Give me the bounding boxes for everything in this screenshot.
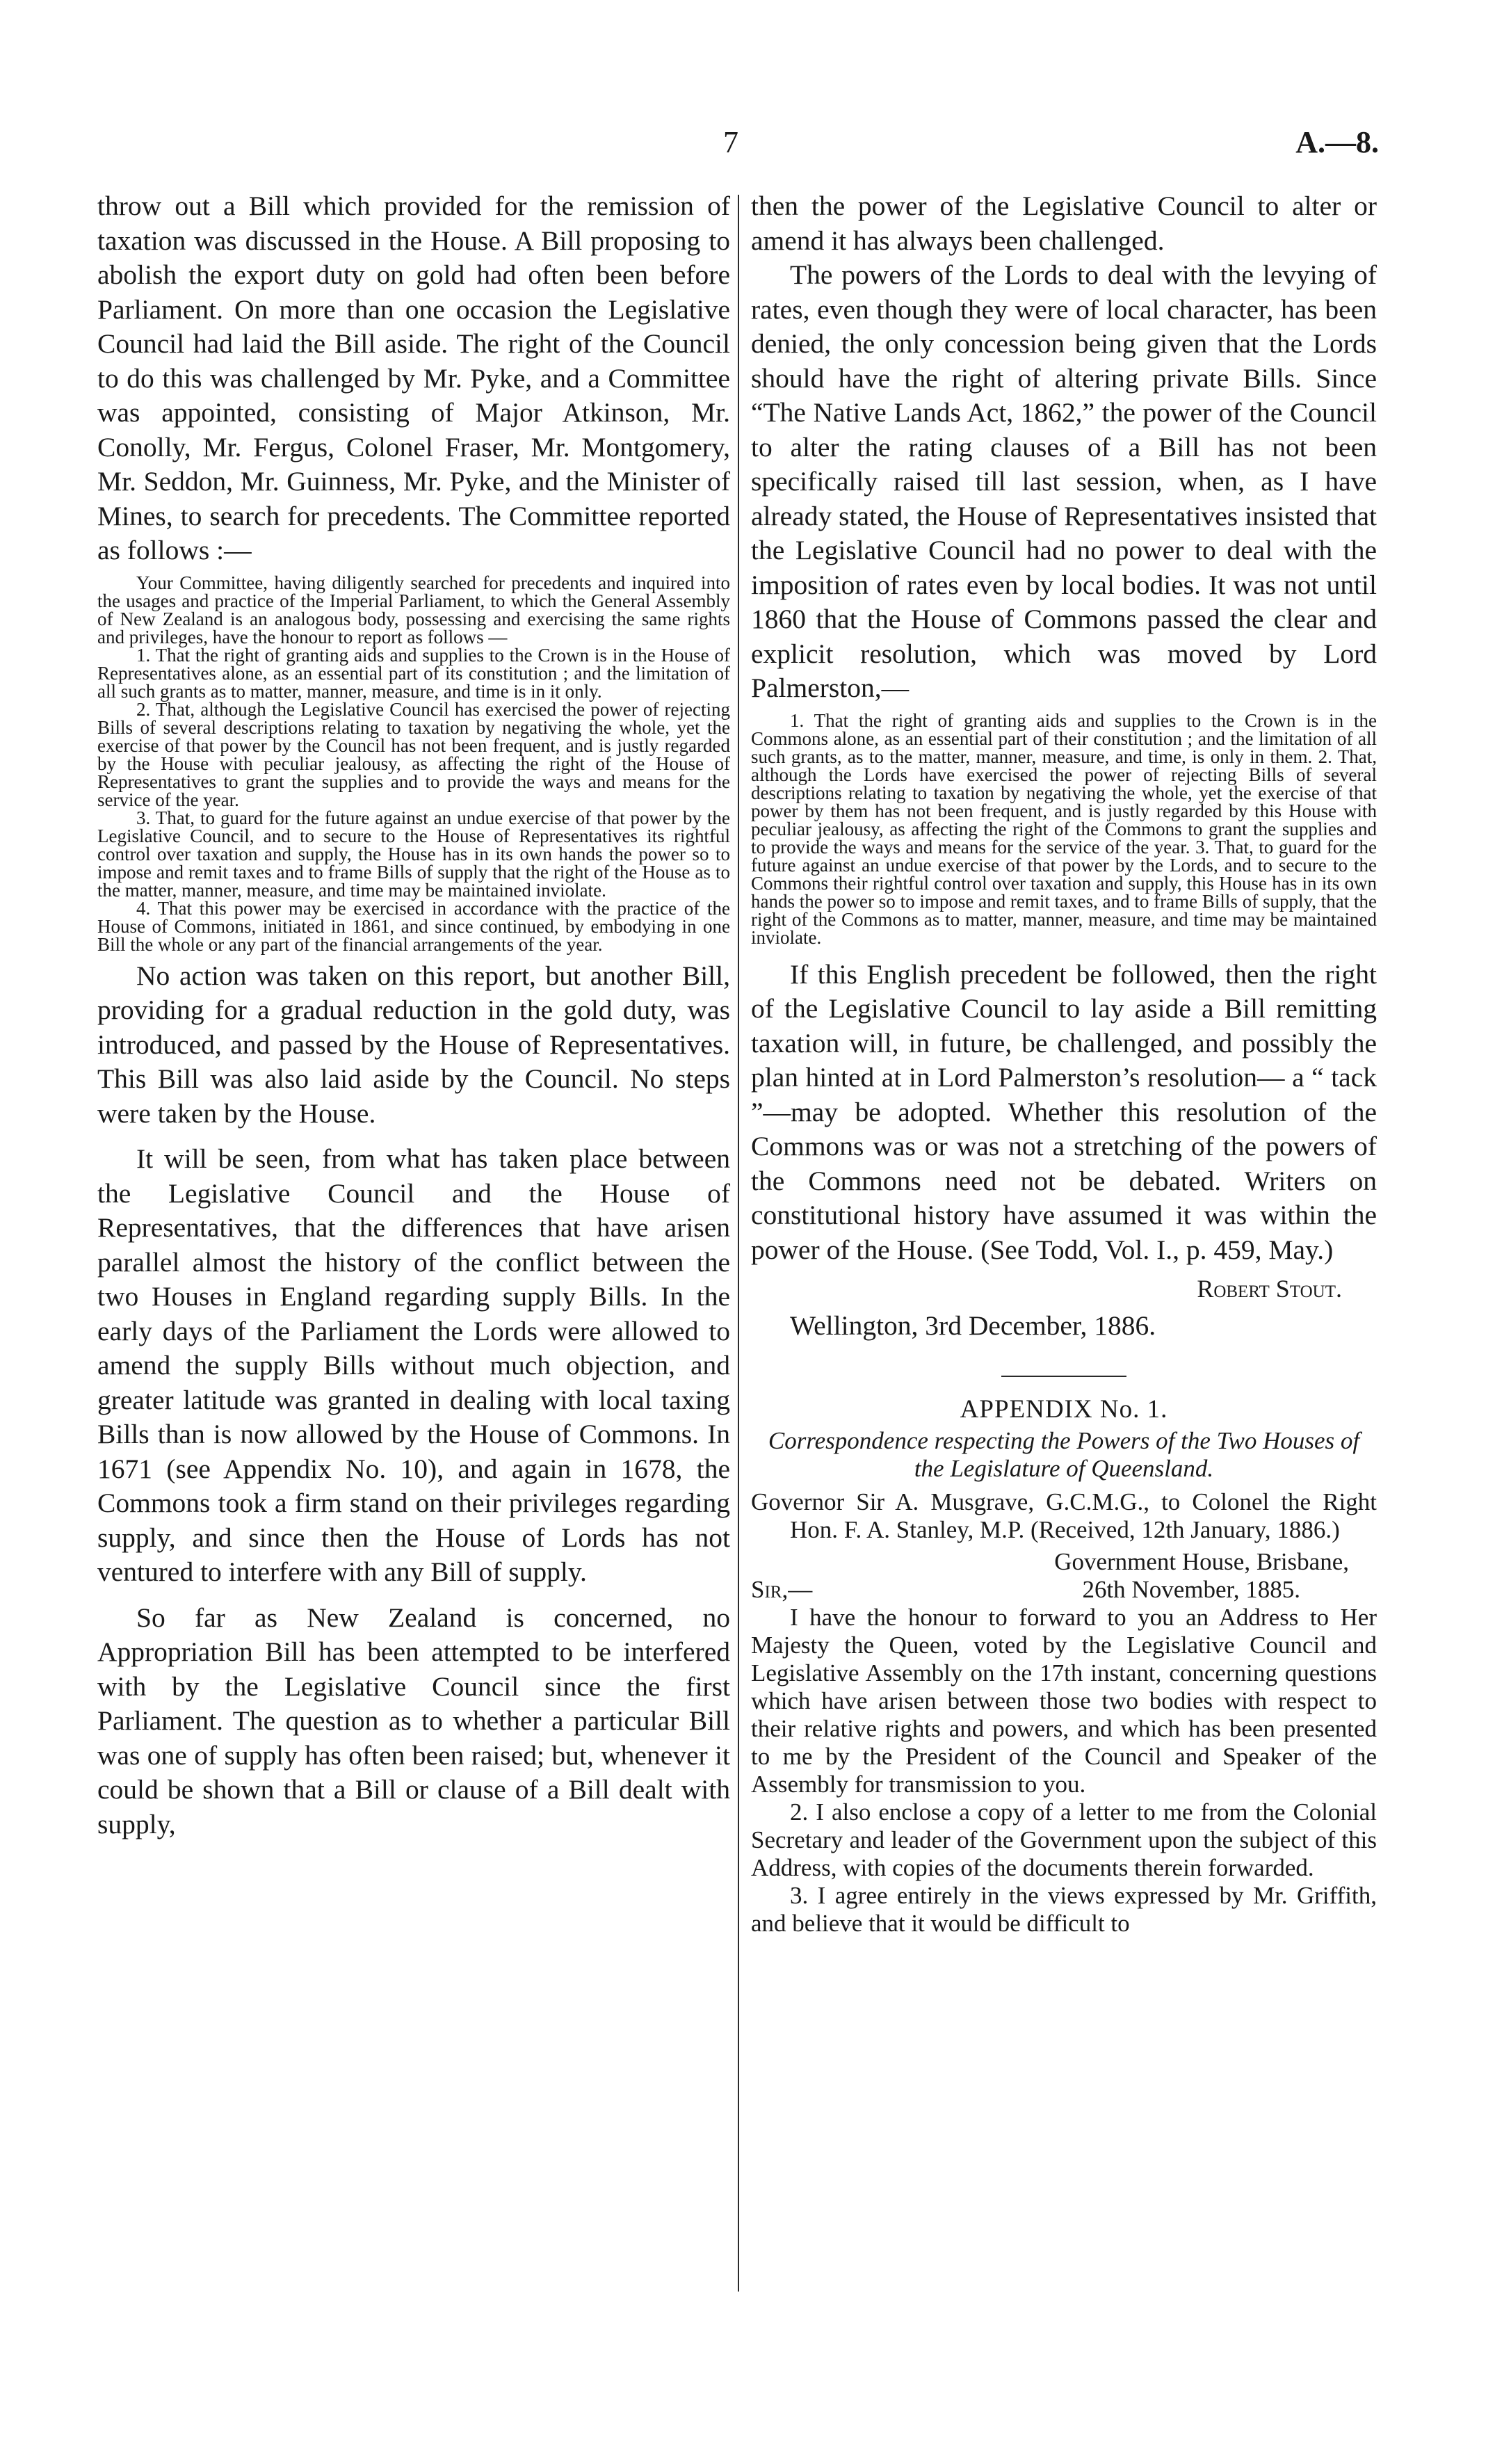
right-column: [751, 189, 1377, 1938]
letter-header: Governor Sir A. Musgrave, G.C.M.G., to Colonel the Right Hon. F. A. Stanley, M.P. (Received, 12th January, 1886.): [751, 1488, 1377, 1543]
paragraph: then the power of the Legislative Council to alter or amend it has always been challenged.: [751, 191, 1377, 256]
palmerston-resolution: 1. That the right of granting aids and supplies to the Crown is in the Commons alone, as an essential part of their constitution ; and the limitation of all such grants, as to the matter, manner, measure, and time, is only in them. 2. That, although the Lords have exercised the power of rejecting Bills of several descriptions relating to taxation by negativing the whole, yet the exercise of that power by them has not been frequent, and is justly regarded by this House with peculiar jealousy, as affecting the right of the Commons to grant the supplies and to provide the ways and means for the service of the year. 3. That, to guard for the future against an undue exercise of that power by the Lords, and to secure to the Commons their rightful control over taxation and supply, this House has in its own hands the power so to impose and remit taxes, and to frame Bills of supply, that the right of the Commons as to matter, manner, measure, and time may be maintained inviolate.: [751, 709, 1377, 948]
left-column: [97, 189, 730, 1842]
appendix-heading: APPENDIX No. 1.: [960, 1394, 1168, 1424]
appendix-subtitle: Correspondence respecting the Powers of the Two Houses of the Legislature of Queensland.: [768, 1426, 1360, 1482]
document-reference: A.—8.: [1295, 125, 1379, 159]
letter-paragraph: I have the honour to forward to you an Address to Her Majesty the Queen, voted by the Legislative Council and Legislative Assembly on the 17th instant, concerning questions which have arisen between those two bodies with respect to their relative rights and powers, and which has been presented to me by the President of the Council and Speaker of the Assembly for transmission to you.: [751, 1603, 1377, 1798]
salutation: Sir,—: [751, 1575, 813, 1603]
letter-date: 26th November, 1885.: [1082, 1575, 1300, 1603]
dateline: Wellington, 3rd December, 1886.: [790, 1310, 1156, 1341]
letter-paragraph: 2. I also enclose a copy of a letter to me from the Colonial Secretary and leader of the Government upon the subject of this Address, with copies of the documents therein forwarded.: [751, 1798, 1377, 1881]
salutation-row: [751, 1576, 1377, 1604]
paragraph: It will be seen, from what has taken place between the Legislative Council and the House of Representatives, that the differences that have arisen parallel almost the history of the conflict between the two Houses in England regarding supply Bills. In the early days of the Parliament the Lords were allowed to amend the supply Bills without much objection, and greater latitude was granted in dealing with local taxing Bills than is now allowed by the House of Commons. In 1671 (see Appendix No. 10), and again in 1678, the Commons took a firm stand on their privileges regarding supply, and since then the House of Lords has not ventured to interfere with any Bill of supply.: [97, 1143, 730, 1587]
committee-report-item: 3. That, to guard for the future against an undue exercise of that power by the Legislative Council, and to secure to the House of Representatives its rightful control over taxation and supply, the House has in its own hands the power so to impose and remit taxes and to frame Bills of supply that the right of the House as to the matter, manner, measure, and time may be maintained inviolate.: [97, 807, 730, 901]
section-divider: [1001, 1376, 1126, 1377]
paragraph: The powers of the Lords to deal with the levying of rates, even though they were of local character, has been denied, the only concession being given that the Lords should have the right of altering private Bills. Since “The Native Lands Act, 1862,” the power of the Council to alter the rating clauses of a Bill has not been specifically raised till last session, when, as I have already stated, the House of Representatives insisted that the Legislative Council had no power to deal with the imposition of rates even by local bodies. It was not until 1860 that the House of Commons passed the clear and explicit resolution, which was moved by Lord Palmerston,—: [751, 259, 1377, 703]
committee-report-intro: Your Committee, having diligently searched for precedents and inquired into the usages and practice of the Imperial Parliament, to which the General Assembly of New Zealand is an analogous body, possessing and exercising the same rights and privileges, have the honour to report as follows —: [97, 572, 730, 647]
paragraph: No action was taken on this report, but another Bill, providing for a gradual reduction in the gold duty, was introduced, and passed by the House of Representatives. This Bill was also laid aside by the Council. No steps were taken by the House.: [97, 960, 730, 1129]
committee-report-item: 1. That the right of granting aids and supplies to the Crown is in the House of Representatives alone, as an essential part of its constitution ; and the limitation of all such grants as to matter, manner, measure, and time is in it only.: [97, 644, 730, 702]
paragraph: If this English precedent be followed, then the right of the Legislative Council to lay aside a Bill remitting taxation will, in future, be challenged, and possibly the plan hinted at in Lord Palmerston’s resolution— a “ tack ”—may be adopted. Whether this resolution of the Commons was or was not a stretching of the powers of the Commons need not be debated. Writers on constitutional history have assumed it was within the power of the House. (See Todd, Vol. I., p. 459, May.): [751, 958, 1377, 1265]
letter-place: Government House, Brisbane,: [1054, 1547, 1349, 1575]
signature: Robert Stout.: [1197, 1275, 1342, 1303]
column-divider: [738, 195, 739, 2292]
page-number: 7: [723, 125, 738, 159]
paragraph: throw out a Bill which provided for the remission of taxation was discussed in the House. A Bill proposing to abolish the export duty on gold had often been before Parliament. On more than one occasion the Legislative Council had laid the Bill aside. The right of the Council to do this was challenged by Mr. Pyke, and a Committee was appointed, consisting of Major Atkinson, Mr. Conolly, Mr. Fergus, Colonel Fraser, Mr. Montgomery, Mr. Seddon, Mr. Guinness, Mr. Pyke, and the Minister of Mines, to search for precedents. The Committee reported as follows :—: [97, 191, 730, 565]
paragraph: So far as New Zealand is concerned, no Appropriation Bill has been attempted to be interfered with by the Legislative Council since the first Parliament. The question as to whether a particular Bill was one of supply has often been raised; but, whenever it could be shown that a Bill or clause of a Bill dealt with supply,: [97, 1602, 730, 1839]
letter-paragraph: 3. I agree entirely in the views expressed by Mr. Griffith, and believe that it would be difficult to: [751, 1881, 1377, 1937]
committee-report-item: 2. That, although the Legislative Council has exercised the power of rejecting Bills of several descriptions relating to taxation by negativing the whole, yet the exercise of that power by the Council has not been frequent, and is justly regarded by the House with peculiar jealousy, as affecting the right of the House of Representatives to grant the supplies and to provide the ways and means for the service of the year.: [97, 698, 730, 810]
committee-report-item: 4. That this power may be exercised in accordance with the practice of the House of Commons, initiated in 1861, and since continued, by embodying in one Bill the whole or any part of the financial arrangements of the year.: [97, 897, 730, 955]
